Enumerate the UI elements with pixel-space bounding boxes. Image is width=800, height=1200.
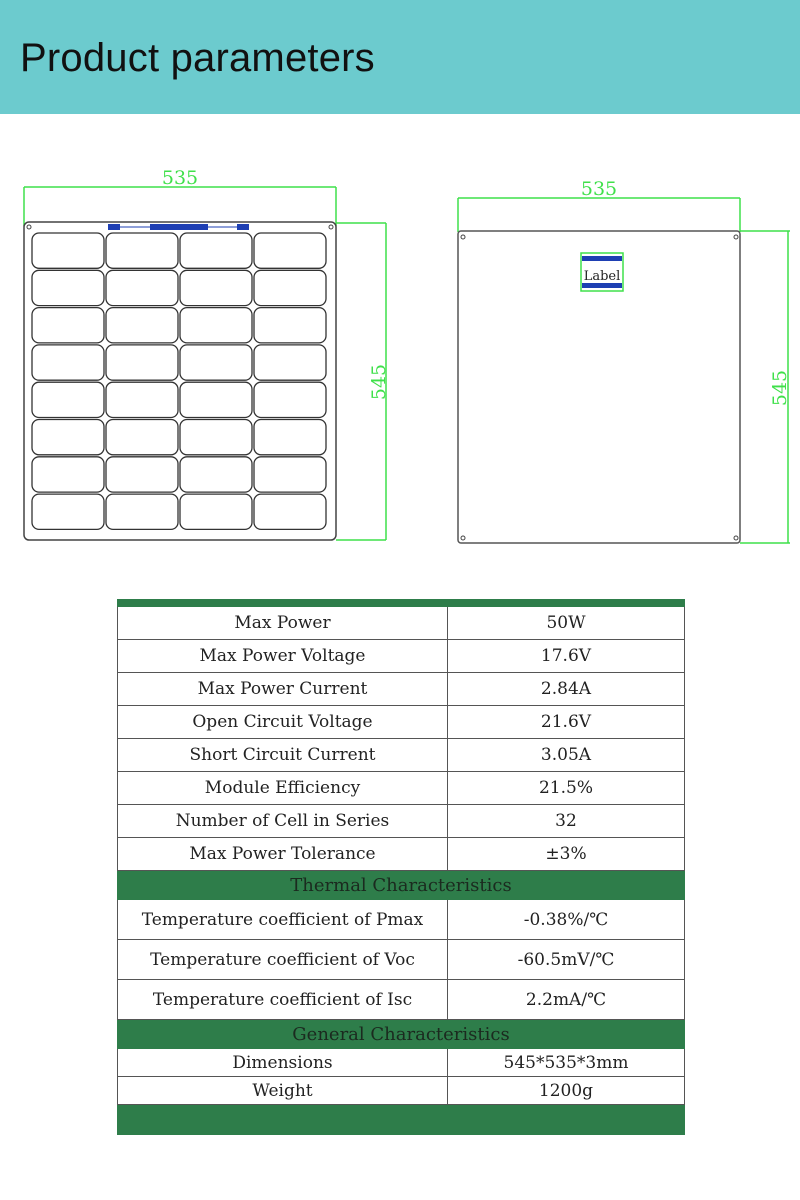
connector-right	[237, 224, 249, 230]
solar-cell	[180, 308, 252, 343]
page-header	[0, 0, 800, 114]
param-value: 21.6V	[448, 706, 685, 739]
table-row	[118, 706, 685, 739]
param-name: Max Power Voltage	[118, 640, 448, 673]
param-name: Temperature coefficient of Pmax	[118, 900, 448, 940]
solar-cell	[180, 420, 252, 455]
param-value: 545*535*3mm	[448, 1049, 685, 1077]
solar-cell	[254, 233, 326, 268]
solar-cell	[32, 457, 104, 492]
param-value: 3.05A	[448, 739, 685, 772]
param-name: Short Circuit Current	[118, 739, 448, 772]
table-row	[118, 673, 685, 706]
section-thermal-title: Thermal Characteristics	[118, 871, 685, 900]
param-value: 21.5%	[448, 772, 685, 805]
param-value: 17.6V	[448, 640, 685, 673]
table-row	[118, 739, 685, 772]
table-row	[118, 900, 685, 940]
solar-cell	[254, 382, 326, 417]
table-row	[118, 607, 685, 640]
section-general-title: General Characteristics	[118, 1020, 685, 1049]
solar-cell	[106, 420, 178, 455]
solar-cell	[32, 308, 104, 343]
param-value: 1200g	[448, 1077, 685, 1105]
solar-cell	[254, 270, 326, 305]
solar-cell	[32, 345, 104, 380]
solar-cell	[32, 420, 104, 455]
back-height-label: 545	[769, 369, 791, 407]
solar-cell	[180, 457, 252, 492]
param-name: Number of Cell in Series	[118, 805, 448, 838]
spec-table	[117, 599, 685, 1135]
table-row	[118, 940, 685, 980]
table-row	[118, 838, 685, 871]
solar-cell	[254, 420, 326, 455]
solar-cell	[106, 457, 178, 492]
table-row	[118, 1077, 685, 1105]
param-name: Weight	[118, 1077, 448, 1105]
param-value: 50W	[448, 607, 685, 640]
table-bottom-bar	[118, 1105, 685, 1135]
solar-cell	[106, 270, 178, 305]
solar-cell	[254, 494, 326, 529]
back-label-text: Label	[583, 269, 621, 284]
param-value: 32	[448, 805, 685, 838]
solar-cell	[32, 382, 104, 417]
param-name: Dimensions	[118, 1049, 448, 1077]
param-value: 2.84A	[448, 673, 685, 706]
solar-cell	[254, 308, 326, 343]
solar-cell	[180, 345, 252, 380]
back-label-sticker	[581, 253, 623, 291]
solar-cell	[180, 494, 252, 529]
panel-diagram	[0, 160, 800, 560]
table-row	[118, 805, 685, 838]
param-value: -0.38%/℃	[448, 900, 685, 940]
table-row	[118, 1049, 685, 1077]
connector-left	[108, 224, 120, 230]
solar-cell	[180, 233, 252, 268]
param-name: Module Efficiency	[118, 772, 448, 805]
front-width-label: 535	[161, 167, 199, 189]
solar-cell	[106, 494, 178, 529]
param-name: Max Power Tolerance	[118, 838, 448, 871]
solar-cell	[180, 382, 252, 417]
param-name: Open Circuit Voltage	[118, 706, 448, 739]
table-row	[118, 772, 685, 805]
solar-cell	[32, 270, 104, 305]
solar-cell	[106, 308, 178, 343]
front-height-label: 545	[368, 363, 390, 401]
param-name: Temperature coefficient of Isc	[118, 980, 448, 1020]
section-thermal	[118, 871, 685, 900]
page-title: Product parameters	[20, 36, 375, 80]
param-name: Temperature coefficient of Voc	[118, 940, 448, 980]
solar-cell	[32, 233, 104, 268]
param-value: ±3%	[448, 838, 685, 871]
param-value: -60.5mV/℃	[448, 940, 685, 980]
back-view	[458, 178, 791, 543]
solar-cell	[180, 270, 252, 305]
solar-cell	[106, 382, 178, 417]
table-row	[118, 640, 685, 673]
solar-cell	[254, 345, 326, 380]
param-value: 2.2mA/℃	[448, 980, 685, 1020]
solar-cell	[106, 233, 178, 268]
solar-cell	[32, 494, 104, 529]
junction-box	[150, 224, 208, 230]
table-top-bar	[118, 600, 685, 607]
back-width-label: 535	[580, 178, 618, 200]
solar-cell	[254, 457, 326, 492]
param-name: Max Power Current	[118, 673, 448, 706]
section-general	[118, 1020, 685, 1049]
param-name: Max Power	[118, 607, 448, 640]
solar-cell	[106, 345, 178, 380]
front-view	[24, 167, 390, 540]
table-row	[118, 980, 685, 1020]
